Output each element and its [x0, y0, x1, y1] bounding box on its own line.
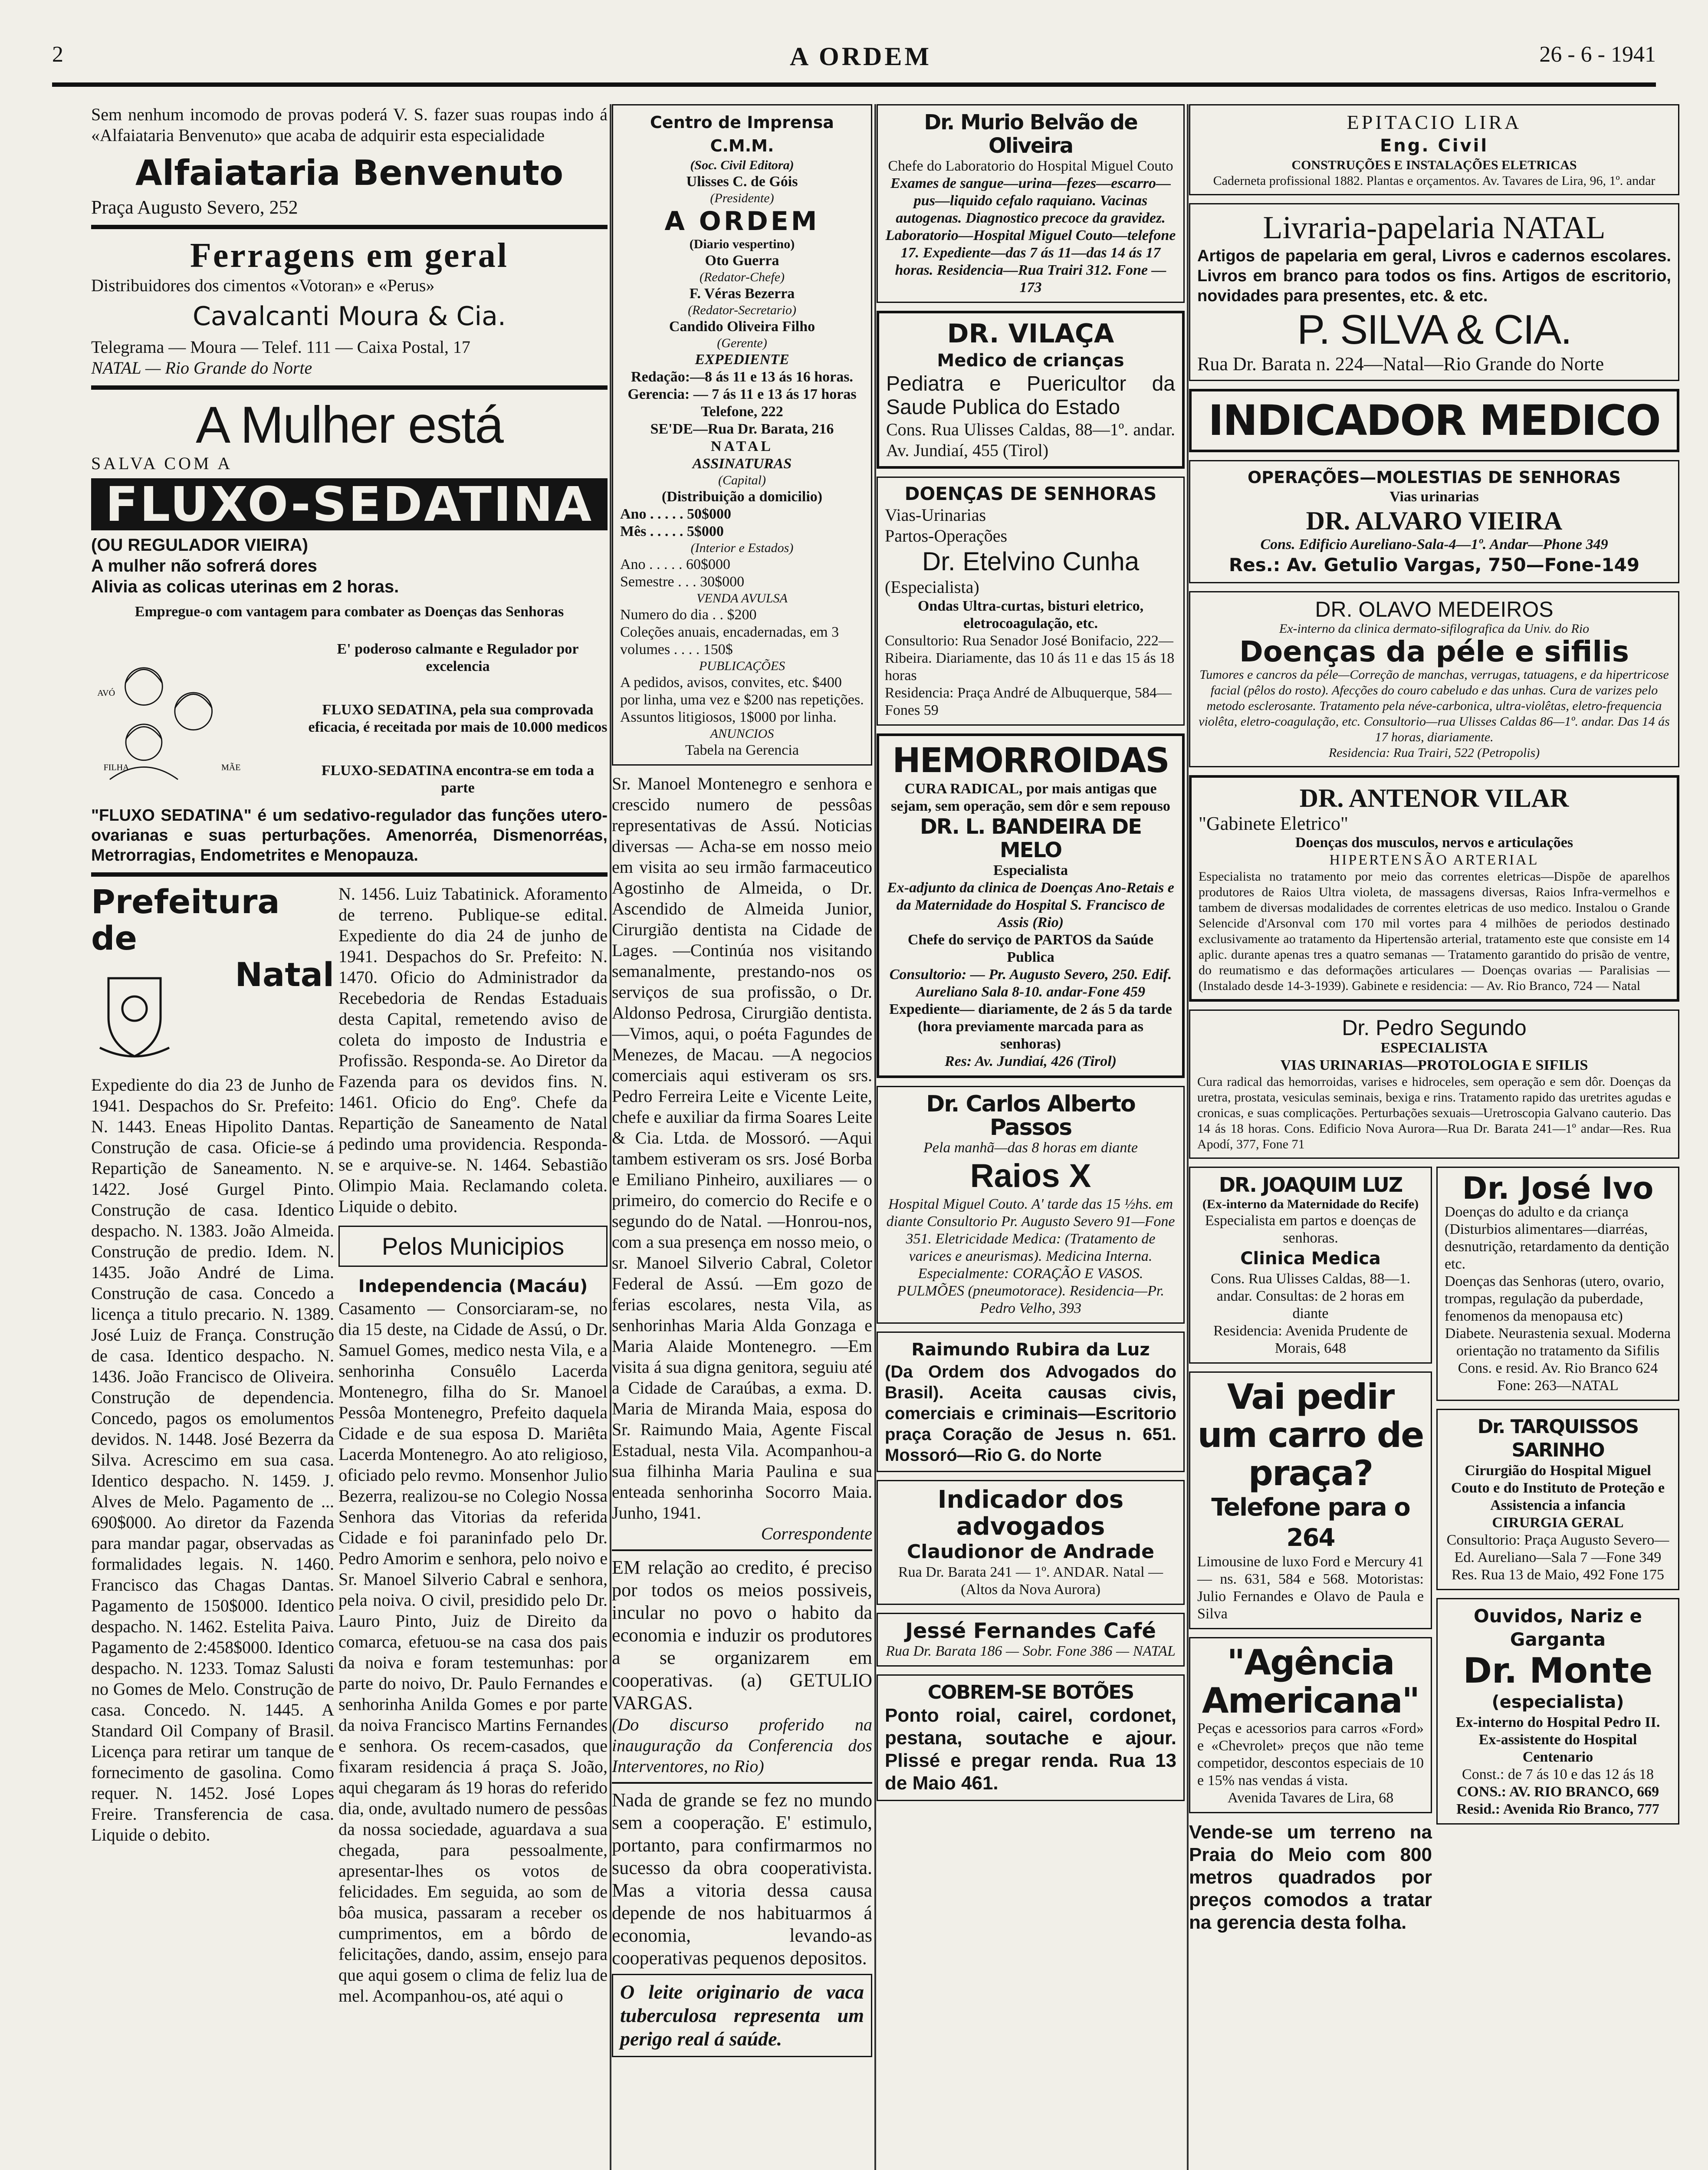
vende-notice: Vende-se um terreno na Praia do Meio com 800 metros quadrados por preços comodos a tratar na gerencia desta folha.	[1189, 1821, 1432, 1933]
monte-res: Resid.: Avenida Rio Branco, 777	[1456, 1801, 1659, 1817]
centro-paper-sub: (Diario vespertino)	[689, 237, 795, 251]
hemorroidas-exp: Expediente— diariamente, de 2 ás 5 da tarde (hora previamente marcada para as senhoras)	[889, 1001, 1172, 1052]
vai-pedir-phone: Telefone para o 264	[1211, 1493, 1410, 1552]
medeiros-text: Tumores e cancros da péle—Correção de manchas, verrugas, tatuagens, e da hipertricose facial (pêlos do rosto). Afecções do couro cabeludo e das unhas. Cura de varizes pelo metodo esclerosante. Tratamento pela néve-carbonica, ultra-violêtas, eletro-frequencia violêta, eletro-coagulação, etc. Consultorio—rua Ulisses Caldas 86—1º. andar. Das 14 ás 17 horas, diariamente.	[1199, 667, 1670, 744]
ivo-text-2: Doenças das Senhoras (utero, ovario, trompas, regulação da puberdade, fenomenos da menopausa etc)	[1445, 1273, 1665, 1324]
divider	[612, 1549, 872, 1551]
oliveira-ad	[877, 104, 1185, 303]
fluxo-brand: FLUXO-SEDATINA	[91, 478, 608, 530]
vilaca-ad	[877, 311, 1185, 469]
vieira-text: Cons. Edificio Aureliano-Sala-4—1º. Andar—Phone 349	[1260, 536, 1608, 552]
hemorroidas-title: HEMORROIDAS	[892, 741, 1169, 780]
ferragens-city: NATAL — Rio Grande do Norte	[91, 358, 312, 378]
monte-text: Ex-interno do Hospital Pedro II. Ex-assistente do Hospital Centenario	[1455, 1714, 1660, 1765]
luz-name: DR. JOAQUIM LUZ	[1219, 1173, 1403, 1197]
benvenuto-address: Praça Augusto Severo, 252	[91, 197, 298, 218]
centro-colecoes: Coleções anuais, encadernadas, em 3 volumes . . . . 150$	[620, 624, 839, 658]
ferragens-ad	[91, 236, 608, 378]
fluxo-line2: A mulher não sofrerá dores	[91, 556, 317, 575]
vilar-ad	[1189, 775, 1679, 1002]
cunha-cons: Consultorio: Rua Senador José Bonifacio, 222—Ribeira. Diariamente, das 10 ás 11 e das 15 ás 18 horas	[885, 633, 1175, 684]
correspondente: Correspondente	[761, 1524, 872, 1543]
livraria-text: Artigos de papelaria em geral, Livros e cadernos escolares. Livros em branco para todos os fins. Artigos de escritorio, novidades para presentes, etc. & etc.	[1197, 247, 1671, 305]
pelos-municipios-box: Pelos Municipios	[338, 1226, 608, 1267]
centro-staff-1: Oto Guerra	[705, 253, 779, 269]
fluxo-line4: Empregue-o com vantagem para combater as Doenças das Senhoras	[135, 604, 564, 620]
cunha-line-1: Vias-Urinarias	[885, 505, 986, 525]
monte-name: Dr. Monte	[1463, 1651, 1653, 1691]
column-divider	[610, 104, 611, 2170]
centro-staff-3-role: (Gerente)	[717, 336, 767, 350]
sarinho-res: Res. Rua 13 de Maio, 492 Fone 175	[1451, 1567, 1665, 1583]
cunha-spec: (Especialista)	[885, 577, 979, 597]
luz-text-1: Especialista em partos e doenças de senhoras.	[1205, 1213, 1416, 1246]
monte-cons-2: CONS.: AV. RIO BRANCO, 669	[1456, 1784, 1659, 1800]
centro-capital: (Capital)	[718, 473, 766, 487]
vilaca-address: Cons. Rua Ulisses Caldas, 88—1º. andar. Av. Jundiaí, 455 (Tirol)	[886, 420, 1175, 460]
centro-venda: VENDA AVULSA	[696, 591, 788, 605]
column-3	[877, 104, 1185, 2170]
centro-staff-1-role: (Redator-Chefe)	[700, 270, 785, 284]
col4-lower	[1189, 1167, 1679, 1934]
filha-label: FILHA	[103, 763, 129, 773]
segundo-spec: ESPECIALISTA	[1380, 1040, 1488, 1056]
cobrem-ad	[877, 1674, 1185, 1801]
jesse-ad	[877, 1613, 1185, 1667]
centro-staff-2-role: (Redator-Secretario)	[688, 303, 796, 317]
cunha-res: Residencia: Praça André de Albuquerque, 584—Fones 59	[885, 685, 1172, 718]
centro-imprensa-box	[612, 104, 872, 766]
noticias-text: Sr. Manoel Montenegro e senhora e crescido numero de pessôas representativas de Assú. Noticias diversas — Acha-se em nosso meio em visita ao seu irmão farmaceutico Agostinho de Almeida, o Dr. Ascendido de Almeida Junior, Cirurgião dentista na Cidade de Lages. —Continúa nos visitando semanalmente, prestando-nos os serviços de sua profissão, o Dr. Aldonso Pedrosa, Cirurgião dentista. —Vimos, aqui, o poéta Fagundes de Menezes, de Macau. —A negocios comerciais aqui estiveram os srs. Pedro Ferreira Leite e Vicente Leite, chefe e auxiliar da firma Soares Leite & Cia. Ltda. de Mossoró. —Aqui tambem estiveram os srs. José Borba e Emiliano Pinheiro, auxiliares — o primeiro, do comercio do Recife e o segundo do de Natal. —Honrou-nos, com a sua presença em nosso meio, o sr. Manoel Silverio Cabral, Coletor Federal de Assú. —Em gozo de ferias escolares, nesta Vila, as senhorinhas Maria Alda Gonzaga e Maria Alaide Montenegro. —Em visita á sua digna genitora, seguiu até a Cidade de Caraúbas, a exma. D. Maria de Miranda Maia, esposa do Sr. Raimundo Maia, Agente Fiscal Estadual, nesta Vila. Acompanhou-a sua filhinha Maria Paulina e sua enteada senhorinha Socorro Maia. Junho, 1941.	[612, 774, 872, 1522]
divider	[91, 385, 608, 390]
passos-text: Hospital Miguel Couto. A' tarde das 15 ½hs. em diante Consultorio Pr. Augusto Severo 91—Fone 351. Eletricidade Medica: (Tratamento de varices e aneurismas). Medicina Interna. Especialmente: CORAÇÃO E VASOS. PULMÕES (pneumotorace). Residencia—Pr. Pedro Velho, 393	[886, 1196, 1175, 1316]
medeiros-res: Residencia: Rua Trairi, 522 (Petropolis)	[1328, 746, 1540, 760]
livraria-title: Livraria-papelaria NATAL	[1263, 210, 1606, 246]
agencia-text: Peças e acessorios para carros «Ford» e «Chevrolet» preços que não teme competidor, descontos especiais de 10 e 15% nas vendas á vista.	[1197, 1720, 1424, 1789]
sarinho-name: Dr. TARQUISSOS SARINHO	[1477, 1416, 1639, 1461]
centro-redacao: Redação:—8 ás 11 e 13 ás 16 horas.	[631, 369, 853, 385]
sarinho-cons: Consultorio: Praça Augusto Severo—Ed. Aureliano—Sala 7 —Fone 349	[1446, 1532, 1669, 1565]
centro-president: Ulisses C. de Góis	[686, 174, 798, 190]
medeiros-sub: Ex-interno da clinica dermato-sifilografica da Univ. do Rio	[1279, 621, 1590, 636]
hemorroidas-spec: Especialista	[993, 862, 1068, 878]
ivo-name: Dr. José Ivo	[1462, 1170, 1654, 1206]
vieira-res: Res.: Av. Getulio Vargas, 750—Fone-149	[1228, 554, 1640, 575]
epitacio-role: Eng. Civil	[1380, 136, 1489, 156]
col4-lower-right	[1436, 1167, 1679, 1934]
cunha-ad	[877, 477, 1185, 726]
prefeitura-title-1: Prefeitura de	[91, 884, 280, 957]
segundo-text: Cura radical das hemorroidas, varises e hidroceles, sem operação e sem dôr. Doenças da uretra, prostata, vesiculas seminais, bexiga e rins. Tratamento rapido das uretrites agudas e cronicas, e suas complicações. Perturbações sexuais—Uretroscopia Galvano cauterio. Das 14 ás 18 horas. Cons. Edificio Nova Aurora—Rua Dr. Barata 241—1º andar—Res. Rua Apodí, 377, Fone 71	[1197, 1075, 1671, 1151]
benvenuto-name: Alfaiataria Benvenuto	[135, 153, 564, 193]
medeiros-title: Doenças da péle e sifilis	[1239, 635, 1629, 668]
cunha-ondas: Ondas Ultra-curtas, bisturi eletrico, eletrocoagulação, etc.	[917, 598, 1144, 631]
vai-pedir-text: Limousine de luxo Ford e Mercury 41 — ns. 631, 584 e 568. Motoristas: Julio Fernandes e Olavo de Paula e Silva	[1197, 1554, 1424, 1622]
hemorroidas-text-3: Chefe do serviço de PARTOS da Saúde Publica	[907, 932, 1154, 965]
centro-title: Centro de Imprensa C.M.M.	[650, 113, 834, 155]
luz-ad	[1189, 1167, 1432, 1364]
fluxo-head: A Mulher está	[196, 396, 503, 454]
centro-assinaturas: ASSINATURAS	[692, 456, 792, 472]
passos-sub: Pela manhã—das 8 horas em diante	[923, 1140, 1138, 1156]
vilaca-role: Medico de crianças	[937, 351, 1124, 371]
benvenuto-ad	[91, 104, 608, 218]
ferragens-contact: Telegrama — Moura — Telef. 111 — Caixa Postal, 17	[91, 337, 470, 357]
fluxo-line8: "FLUXO SEDATINA" é um sedativo-regulador das funções utero-ovarianas e suas perturbações. Amenorréa, Dismenorréas, Metrorragias, Endometrites e Menopauza.	[91, 806, 608, 865]
fluxo-line1: (OU REGULADOR VIEIRA)	[91, 536, 308, 555]
jesse-name: Jessé Fernandes Café	[905, 1619, 1156, 1643]
municipios-text: Casamento — Consorciaram-se, no dia 15 deste, na Cidade de Assú, o Dr. Samuel Gomes, medico nesta Vila, e a senhorinha Consuêlo Lacerda Montenegro, filha do Sr. Manoel Pessôa Montenegro, Prefeito daquela Cidade e de sua esposa D. Mariêta Lacerda Montenegro. Ao ato religioso, oficiado pelo revmo. Monsenhor Julio Bezerra, realizou-se no Colegio Nossa Senhora das Vitorias da referida Cidade e foi paraninfado pelo Dr. Pedro Amorim e senhora, pelo noivo e Sr. Manoel Silverio Cabral e senhora, pela noiva. O civil, presidido pelo Dr. Lauro Pinto, Juiz de Direito da comarca, efetuou-se na casa dos pais da noiva e foram testemunhas: por parte do noivo, Dr. Paulo Fernandes e senhorinha Anilda Gomes e por parte da noiva Francisco Martins Fernandes e senhora. Os recem-casados, que fixaram residencia á praça S. João, aqui chegaram ás 19 horas do referido dia, onde, avultado numero de pessôas da nossa sociedade, aguardava a sua chegada, para pessoalmente, apresentar-lhes os votos de felicidades. Em seguida, ao som de bôa musica, passaram a receber os cumprimentos, em a bôrdo de felicitações, dando, assim, ensejo para que aqui gosem o clima de feliz lua de mel. Acompanhou-os, até aqui o	[338, 1299, 608, 2006]
agencia-title: "Agência Americana"	[1202, 1642, 1419, 1721]
ivo-cons: Cons. e resid. Av. Rio Branco 624	[1458, 1360, 1658, 1376]
vilaca-name: DR. VILAÇA	[947, 319, 1114, 349]
nada-text: Nada de grande se fez no mundo sem a cooperação. E' estimulo, portanto, para confirmarmos no sucesso da obra cooperativista. Mas a vitoria dessa causa depende de nos habituarmos á economia, levando-as cooperativas pequenos depositos.	[612, 1789, 872, 1969]
vieira-head: OPERAÇÕES—MOLESTIAS DE SENHORAS	[1247, 468, 1621, 487]
epitacio-name: EPITACIO LIRA	[1347, 111, 1522, 133]
fluxo-line5: E' poderoso calmante e Regulador por excelencia	[337, 641, 579, 674]
centro-pedidos: A pedidos, avisos, convites, etc. $400 por linha, uma vez e $200 nas repetições. Assuntos litigiosos, 1$000 por linha.	[620, 674, 864, 725]
luz-sub: (Ex-interno da Maternidade do Recife)	[1202, 1197, 1419, 1211]
hemorroidas-cons: Consultorio: — Pr. Augusto Severo, 250. Edif. Aureliano Sala 8-10. andar-Fone 459	[889, 967, 1172, 1000]
livraria-addr: Rua Dr. Barata n. 224—Natal—Rio Grande do Norte	[1197, 353, 1604, 375]
centro-staff-3: Candido Oliveira Filho	[669, 319, 815, 335]
sarinho-text-1: Cirurgião do Hospital Miguel Couto e do Instituto de Proteção e Assistencia a infancia	[1451, 1463, 1665, 1513]
prefeitura-text-left: Expediente do dia 23 de Junho de 1941. Despachos do Sr. Prefeito: N. 1443. Eneas Hipolito Dantas. Construção de casa. Oficie-se á Repartição de Saneamento. N. 1422. José Gurgel Pinto. Construção de casa. Identico despacho. N. 1383. João Almeida. Construção de predio. Idem. N. 1435. João André de Lima. Construção de casa. Concedo a licença a titulo precario. N. 1389. José Luiz de França. Construção de casa. Identico despacho. N. 1436. João Francisco de Oliveira. Construção de dependencia. Concedo, pagos os emolumentos devidos. N. 1448. José Bezerra da Silva. Acrescimo em sua casa. Identico despacho. N. 1459. J. Alves de Melo. Pagamento de ... 690$000. Ao diretor da Fazenda para mandar pagar, observadas as formalidades legais. N. 1460. Francisco das Chagas Dantas. Pagamento de 150$000. Identico despacho. N. 1462. Estelita Paiva. Pagamento de 2:458$000. Identico despacho. N. 1233. Tomaz Salusti no Gomes de Melo. Construção de casa. Concedo. N. 1445. A Standard Oil Company of Brasil. Licença para retirar um tanque de fornecimento de gasolina. Como requer. N. 1452. José Lopes Freire. Transferencia de casa. Liquide o debito.	[91, 1075, 334, 1844]
fluxo-line3: Alivia as colicas uterinas em 2 horas.	[91, 577, 399, 596]
three-women-illustration	[91, 628, 308, 801]
advogados-ad	[877, 1480, 1185, 1605]
medeiros-name: DR. OLAVO MEDEIROS	[1315, 597, 1554, 621]
vieira-ad	[1189, 460, 1679, 583]
ivo-text-1: Doenças do adulto e da criança (Disturbios alimentares—diarréas, desnutrição, retardamento da dentição etc.	[1445, 1204, 1669, 1272]
fluxo-sub: SALVA COM A	[91, 454, 233, 473]
luz-clinic: Clinica Medica	[1240, 1249, 1381, 1269]
centro-distribuicao: (Distribuição a domicilio)	[661, 489, 823, 505]
vieira-name: DR. ALVARO VIEIRA	[1306, 506, 1563, 535]
coat-of-arms-icon	[91, 961, 178, 1065]
centro-sub: (Soc. Civil Editora)	[690, 158, 794, 172]
centro-sede: SE'DE—Rua Dr. Barata, 216	[650, 421, 834, 437]
centro-anuncios: ANUNCIOS	[710, 727, 774, 741]
ivo-ad	[1436, 1167, 1679, 1401]
advogados-name: Claudionor de Andrade	[907, 1541, 1155, 1563]
monte-cons: Const.: de 7 ás 10 e das 12 ás 18	[1462, 1766, 1654, 1782]
ivo-fone: Fone: 263—NATAL	[1497, 1378, 1619, 1394]
livraria-silva: P. SILVA & CIA.	[1297, 306, 1571, 353]
vai-pedir-title: Vai pedir um carro de praça?	[1197, 1377, 1424, 1493]
header-rule	[52, 82, 1656, 87]
cobrem-text: Ponto roial, cairel, cordonet, pestana, soutache e ajour. Plissé e pregar renda. Rua 13 de Maio 461.	[885, 1705, 1176, 1794]
divider	[612, 1782, 872, 1784]
cunha-name: Dr. Etelvino Cunha	[922, 547, 1140, 576]
vilar-name: DR. ANTENOR VILAR	[1299, 784, 1569, 812]
ferragens-title: Ferragens em geral	[190, 237, 509, 275]
vilar-sub: "Gabinete Eletrico"	[1199, 813, 1348, 834]
prefeitura-title-2: Natal	[235, 955, 334, 994]
epitacio-ad	[1189, 104, 1679, 195]
agencia-ad	[1189, 1637, 1432, 1813]
prefeitura-text-right: N. 1456. Luiz Tabatinick. Aforamento de terreno. Publique-se edital. Expediente do dia 24 de junho de 1941. Despachos do Sr. Prefeito: N. 1470. Oficio do Administrador da Recebedoria de Rendas Estaduais desta Capital, remetendo aviso de coleta do imposto de Industria e Profissão. Responda-se. Ao Diretor da Fazenda para os devidos fins. N. 1461. Oficio do Engº. Chefe da Repartição de Saneamento de Natal pedindo uma providencia. Responda-se e arquive-se. N. 1464. Sebastião Olimpio Maia. Reclamando coleta. Liquide o debito.	[338, 884, 608, 1216]
column-4	[1189, 104, 1679, 2170]
advogados-title: Indicador dos advogados	[937, 1486, 1124, 1541]
centro-interior: (Interior e Estados)	[690, 541, 794, 555]
mae-label: MÃE	[221, 763, 241, 773]
vilaca-specialty: Pediatra e Puericultor da Saude Publica do Estado	[886, 372, 1175, 419]
vai-pedir-ad	[1189, 1371, 1432, 1629]
epitacio-text-2: Caderneta profissional 1882. Plantas e orçamentos. Av. Tavares de Lira, 96, 1º. andar	[1213, 174, 1655, 188]
rubira-name: Raimundo Rubira da Luz	[911, 1340, 1150, 1360]
hemorroidas-text-1: CURA RADICAL, por mais antigas que sejam, sem operação, sem dôr e sem repouso	[891, 781, 1170, 814]
cunha-head: DOENÇAS DE SENHORAS	[904, 483, 1157, 504]
hemorroidas-text-2: Ex-adjunto da clinica de Doenças Ano-Retais e da Maternidade do Hospital S. Francisco de Assis (Rio)	[887, 880, 1174, 930]
col4-lower-left	[1189, 1167, 1432, 1934]
ivo-text-3: Diabete. Neurastenia sexual. Moderna orientação no tratamento da Sifilis	[1445, 1325, 1671, 1359]
passos-raios: Raios X	[970, 1157, 1091, 1194]
rubira-ad	[877, 1332, 1185, 1472]
vilar-head: Doenças dos musculos, nervos e articulações	[1295, 835, 1573, 851]
fluxo-sedatina-ad	[91, 397, 608, 865]
divider	[91, 872, 608, 877]
centro-semestre: Semestre . . . 30$000	[620, 574, 745, 590]
centro-tabela: Tabela na Gerencia	[685, 742, 799, 758]
fluxo-line7: FLUXO-SEDATINA encontra-se em toda a parte	[321, 763, 595, 796]
segundo-ad	[1189, 1009, 1679, 1159]
vieira-sub: Vias urinarias	[1389, 489, 1479, 505]
prefeitura-left	[91, 884, 334, 2006]
centro-gerencia: Gerencia: — 7 ás 11 e 13 ás 17 horas	[627, 386, 857, 402]
newspaper-name: A ORDEM	[790, 42, 932, 71]
centro-ano-2: Ano . . . . . 60$000	[620, 556, 731, 572]
segundo-name: Dr. Pedro Segundo	[1342, 1016, 1527, 1040]
centro-paper: A ORDEM	[664, 206, 820, 237]
hemorroidas-res: Res: Av. Jundiaí, 426 (Tirol)	[944, 1053, 1117, 1069]
centro-staff-2: F. Véras Bezerra	[689, 286, 795, 302]
oliveira-role: Chefe do Laboratorio do Hospital Miguel Couto	[888, 158, 1173, 174]
oliveira-text: Exames de sangue—urina—fezes—escarro—pus—liquido cefalo raquiano. Vacinas autogenas. Diagnostico precoce da gravidez. Laboratorio—Hospital Miguel Couto—telefone 17. Expediente—das 7 ás 11—das 14 ás 17 horas. Residencia—Rua Trairi 312. Fone — 173	[885, 175, 1176, 296]
centro-numero: Numero do dia . . $200	[620, 607, 757, 623]
divider	[91, 225, 608, 229]
leite-notice: O leite originario de vaca tuberculosa representa um perigo real á saúde.	[612, 1974, 872, 2057]
benvenuto-intro: Sem nenhum incomodo de provas poderá V. S. fazer suas roupas indo á «Alfaiataria Benvenuto» que acaba de adquirir esta especialidade	[91, 105, 608, 145]
luz-res: Residencia: Avenida Prudente de Morais, 648	[1213, 1323, 1408, 1356]
discurso-note: (Do discurso proferido na inauguração da Conferencia dos Interventores, no Rio)	[612, 1715, 872, 1776]
centro-president-role: (Presidente)	[710, 191, 774, 205]
centro-mes-1: Mês . . . . . 5$000	[620, 523, 724, 539]
rubira-text: (Da Ordem dos Advogados do Brasil). Aceita causas civis, comerciais e criminais—Escritorio praça Coração de Jesus n. 651. Mossoró—Rio G. do Norte	[885, 1362, 1176, 1465]
cunha-line-2: Partos-Operações	[885, 526, 1008, 546]
independencia-heading: Independencia (Macáu)	[358, 1276, 588, 1296]
vilar-sub-2: HIPERTENSÃO ARTERIAL	[1329, 852, 1539, 868]
centro-natal: NATAL	[711, 438, 773, 454]
centro-telefone: Telefone, 222	[701, 404, 783, 420]
avo-label: AVÓ	[97, 688, 115, 698]
segundo-head: VIAS URINARIAS—PROTOLOGIA E SIFILIS	[1280, 1057, 1588, 1073]
monte-spec: (especialista)	[1491, 1692, 1624, 1712]
passos-name: Dr. Carlos Alberto Passos	[926, 1091, 1135, 1141]
page-number: 2	[52, 42, 63, 67]
column-1	[91, 104, 608, 2170]
centro-ano-1: Ano . . . . . 50$000	[620, 506, 731, 522]
column-divider	[874, 104, 876, 2170]
vilar-text: Especialista no tratamento por meio das correntes eletricas—Dispõe de aparelhos produtores de Raios Ultra violeta, de massagens diversas, Raios Infra-vermelhos e tambem de diversas modalidades de correntes eletricas de uso medico. Instalou o Grande Selencide d'Arsonval com 170 mil vortes para 4 milhões de periodos destinado exclusivamente ao tratamento da Hipertensão arterial, tratamento este que consiste em 14 aplic. durante apenas tres a quatro semanas — Tratamento garantido do prisão de ventre, do reumatismo e das deformações articulares — Doenças ovarias — Paralisias — (Instalado desde 14-3-1939). Gabinete e residencia: — Av. Rio Branco, 724 — Natal	[1199, 869, 1670, 993]
page-header	[52, 42, 1656, 85]
fluxo-line6: FLUXO SEDATINA, pela sua comprovada eficacia, é receitada por mais de 10.000 medicos	[308, 702, 608, 735]
advogados-text: Rua Dr. Barata 241 — 1º. ANDAR. Natal — (Altos da Nova Aurora)	[898, 1564, 1163, 1598]
em-relacao-text: EM relação ao credito, é preciso por todos os meios possiveis, incular no povo o habito da economia e induzir os produtores a se organizarem em cooperativas. (a) GETULIO VARGAS.	[612, 1557, 872, 1713]
page-date: 26 - 6 - 1941	[1539, 42, 1656, 67]
prefeitura-right	[338, 884, 608, 2006]
oliveira-name: Dr. Murio Belvão de Oliveira	[924, 110, 1137, 158]
hemorroidas-name: DR. L. BANDEIRA DE MELO	[920, 815, 1142, 862]
luz-text-2: Cons. Rua Ulisses Caldas, 88—1. andar. Consultas: de 2 horas em diante	[1211, 1271, 1410, 1322]
monte-head: Ouvidos, Nariz e Garganta	[1473, 1605, 1642, 1650]
ferragens-line: Distribuidores dos cimentos «Votoran» e «Perus»	[91, 276, 435, 295]
prefeitura-section	[91, 884, 608, 2006]
livraria-ad	[1189, 203, 1679, 381]
indicador-medico: INDICADOR MEDICO	[1189, 389, 1679, 452]
centro-expediente: EXPEDIENTE	[695, 352, 789, 368]
passos-ad	[877, 1086, 1185, 1324]
medeiros-ad	[1189, 591, 1679, 767]
cobrem-title: COBREM-SE BOTÕES	[927, 1681, 1134, 1703]
centro-publicacoes: PUBLICAÇÕES	[699, 659, 785, 673]
hemorroidas-ad	[877, 733, 1185, 1078]
sarinho-ad	[1436, 1409, 1679, 1590]
column-2	[612, 104, 872, 2170]
jesse-text: Rua Dr. Barata 186 — Sobr. Fone 386 — NATAL	[886, 1643, 1176, 1659]
column-divider	[1187, 104, 1189, 2170]
sarinho-text-2: CIRURGIA GERAL	[1492, 1515, 1624, 1531]
monte-ad	[1436, 1598, 1679, 1825]
ferragens-company: Cavalcanti Moura & Cia.	[193, 301, 506, 332]
epitacio-text: CONSTRUÇÕES E INSTALAÇÕES ELETRICAS	[1291, 158, 1577, 172]
agencia-addr: Avenida Tavares de Lira, 68	[1227, 1790, 1394, 1806]
